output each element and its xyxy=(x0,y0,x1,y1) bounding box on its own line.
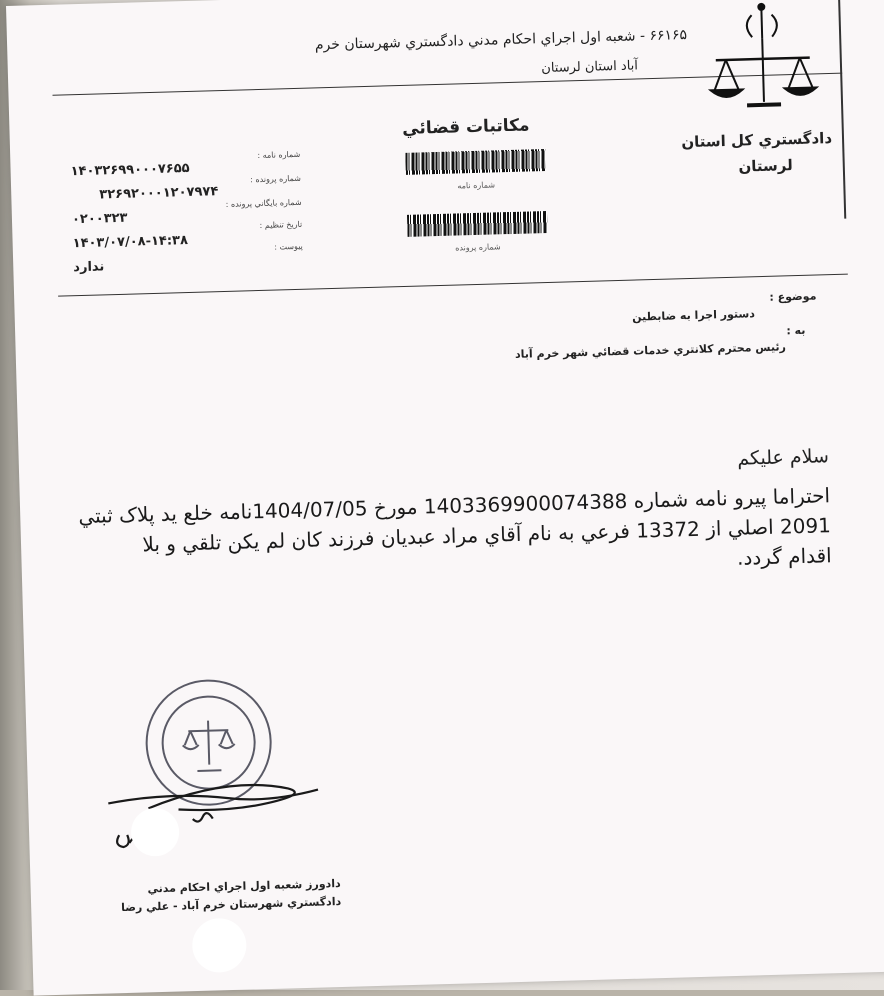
field-value-case-number: ۳۲۶۹۲۰۰۰۱۲۰۷۹۷۴ xyxy=(99,184,219,203)
field-label-issue-date: تاريخ تنظيم : xyxy=(259,219,303,231)
letter-number-barcode xyxy=(405,149,546,175)
signatory-title: دادورز شعبه اول اجراي احكام مدني xyxy=(147,877,341,896)
court-province: لرستان xyxy=(738,156,794,176)
case-number-barcode xyxy=(407,211,548,237)
reference-line: ۶۶۱۶۵ - شعبه اول اجراي احكام مدني دادگستري شهرستان خرم xyxy=(314,26,688,54)
body-line-3: اقدام گردد. xyxy=(736,543,832,570)
subject-label: موضوع : xyxy=(769,289,817,304)
field-label-attachment: پيوست : xyxy=(274,241,303,252)
case-number-barcode-caption: شماره پرونده xyxy=(455,242,501,253)
document-paper xyxy=(6,0,884,996)
recipient-value: رئيس محترم كلانتري خدمات قضائي شهر خرم آباد xyxy=(514,340,787,361)
subject-value: دستور اجرا به ضابطين xyxy=(631,307,756,324)
body-line-2: 2091 اصلي از 13372 فرعي به نام آقاي مراد عبديان فرزند كان لم يكن تلقي و بلا xyxy=(142,513,832,557)
reference-place: آباد استان لرستان xyxy=(541,58,639,77)
field-value-letter-number: ۱۴۰۳۲۶۹۹۰۰۰۷۶۵۵ xyxy=(70,160,190,180)
signatory-name: دادگستري شهرستان خرم آباد - علي رضا xyxy=(120,894,342,915)
field-label-case-number: شماره پرونده : xyxy=(250,173,302,185)
field-label-archive-number: شماره بايگاني پرونده : xyxy=(225,197,302,209)
redacted-mark-2 xyxy=(192,918,247,973)
field-value-archive-number: ۰۲۰۰۳۲۳ xyxy=(71,210,128,228)
field-value-attachment: ندارد xyxy=(73,259,105,276)
iran-judiciary-emblem-icon xyxy=(696,0,829,119)
field-label-letter-number: شماره نامه : xyxy=(257,149,301,161)
body-line-1: احتراما پيرو نامه شماره 1403369900074388 مورخ 1404/07/05نامه خلع يد پلاک ثبتي xyxy=(78,483,831,529)
recipient-label: به : xyxy=(786,323,806,338)
document-title: مكاتبات قضائي xyxy=(401,115,530,139)
letter-number-barcode-caption: شماره نامه xyxy=(457,180,496,191)
greeting: سلام عليكم xyxy=(737,445,830,470)
field-value-issue-date: ۱۴۰۳/۰۷/۰۸-۱۴:۳۸ xyxy=(72,233,189,252)
court-name: دادگستري كل استان xyxy=(681,128,833,152)
handwritten-signature xyxy=(87,767,350,884)
